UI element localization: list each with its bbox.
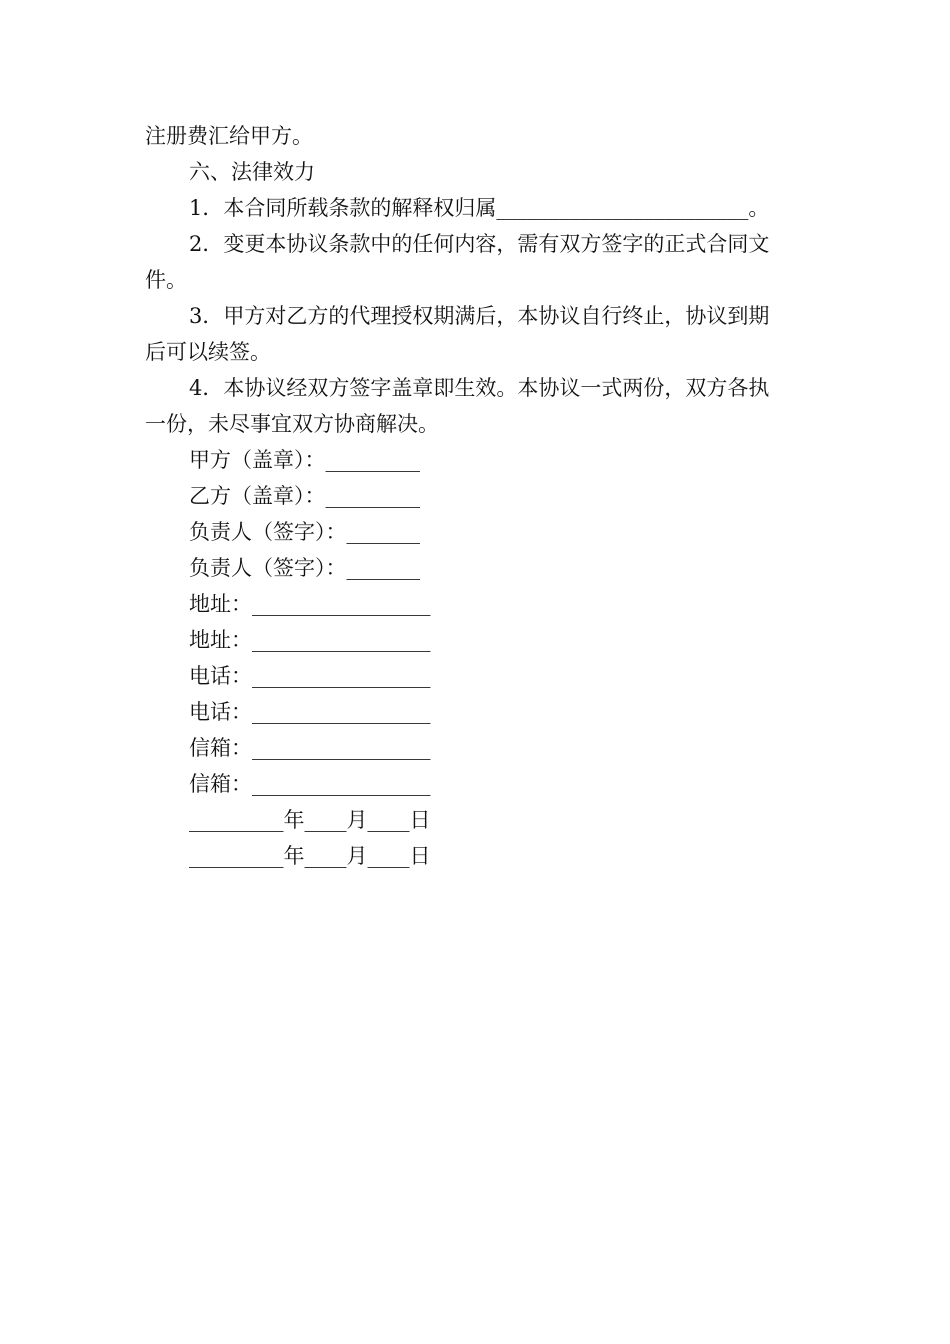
clause-3-line-2: 后可以续签。 bbox=[145, 340, 271, 364]
clause-4-line-2: 一份，未尽事宜双方协商解决。 bbox=[145, 412, 439, 436]
clause-4-line-1: 4．本协议经双方签字盖章即生效。本协议一式两份，双方各执 bbox=[189, 376, 770, 400]
party-b-phone: 电话：_________________ bbox=[189, 700, 431, 724]
party-b-signatory: 负责人（签字）：_______ bbox=[189, 556, 420, 580]
party-a-address: 地址：_________________ bbox=[189, 592, 431, 616]
clause-2-line-2: 件。 bbox=[145, 268, 187, 292]
clause-3-line-1: 3．甲方对乙方的代理授权期满后，本协议自行终止，协议到期 bbox=[189, 304, 770, 328]
party-a-seal: 甲方（盖章）：_________ bbox=[189, 448, 420, 472]
party-a-email: 信箱：_________________ bbox=[189, 736, 431, 760]
party-b-date: _________年____月____日 bbox=[189, 844, 431, 868]
party-b-seal: 乙方（盖章）：_________ bbox=[189, 484, 420, 508]
party-a-date: _________年____月____日 bbox=[189, 808, 431, 832]
clause-2-line-1: 2．变更本协议条款中的任何内容，需有双方签字的正式合同文 bbox=[189, 232, 770, 256]
party-b-address: 地址：_________________ bbox=[189, 628, 431, 652]
party-a-signatory: 负责人（签字）：_______ bbox=[189, 520, 420, 544]
party-a-phone: 电话：_________________ bbox=[189, 664, 431, 688]
section-heading: 六、法律效力 bbox=[189, 160, 315, 184]
text-line: 注册费汇给甲方。 bbox=[145, 124, 313, 148]
clause-1: 1．本合同所载条款的解释权归属________________________。 bbox=[189, 196, 770, 220]
party-b-email: 信箱：_________________ bbox=[189, 772, 431, 796]
document-page bbox=[145, 118, 807, 874]
